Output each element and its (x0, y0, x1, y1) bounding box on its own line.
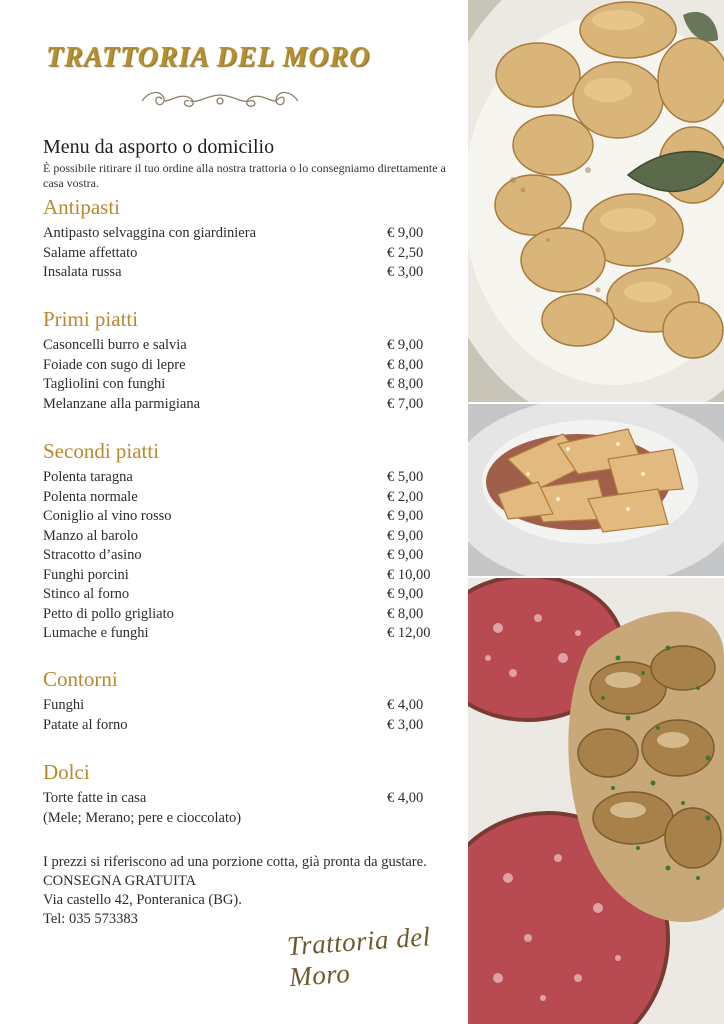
menu-subtitle: Menu da asporto o domicilio (43, 136, 275, 158)
menu-item (43, 606, 463, 626)
item-price: € 9,00 (387, 547, 424, 563)
footer-info (43, 853, 443, 929)
item-price: € 4,00 (387, 697, 424, 713)
menu-item (43, 357, 463, 377)
foiade-photo (468, 404, 724, 576)
item-name: Funghi porcini (43, 566, 129, 583)
menu-item (43, 567, 463, 587)
item-price: € 9,00 (387, 586, 424, 602)
casoncelli-photo (468, 0, 724, 402)
menu-item (43, 245, 463, 265)
price-note: I prezzi si riferiscono ad una porzione cotta, già pronta da gustare. (43, 854, 427, 870)
menu-item (43, 396, 463, 416)
item-name: Foiade con sugo di lepre (43, 356, 186, 373)
item-price: € 8,00 (387, 605, 424, 622)
menu-item (43, 469, 463, 489)
menu-item (43, 264, 463, 284)
item-price: € 8,00 (387, 356, 424, 373)
section-dolci (43, 760, 463, 829)
phone: Tel: 035 573383 (43, 911, 138, 927)
menu-item (43, 225, 463, 245)
photo-column (468, 0, 724, 1024)
item-name: Lumache e funghi (43, 625, 149, 641)
item-name: Polenta normale (43, 488, 138, 505)
item-price: € 2,50 (387, 244, 424, 261)
item-price: € 3,00 (387, 716, 424, 733)
item-price: € 9,00 (387, 225, 424, 241)
menu-item (43, 547, 463, 567)
item-price: € 9,00 (387, 508, 424, 524)
section-contorni (43, 667, 463, 736)
item-name: Funghi (43, 697, 85, 713)
section-title: Secondi piatti (43, 439, 160, 463)
menu-item (43, 625, 463, 645)
item-name: Coniglio al vino rosso (43, 508, 172, 524)
salame-funghi-photo (468, 578, 724, 1024)
menu-item (43, 790, 463, 810)
menu-item (43, 528, 463, 548)
section-antipasti (43, 195, 463, 284)
item-price: € 3,00 (387, 264, 424, 280)
item-price: € 7,00 (387, 395, 424, 412)
item-price: € 10,00 (387, 566, 431, 583)
menu-item (43, 376, 463, 396)
item-name: Manzo al barolo (43, 527, 139, 544)
menu-item (43, 697, 463, 717)
item-price: € 12,00 (387, 625, 431, 641)
item-price: € 2,00 (387, 488, 424, 505)
menu-item (43, 717, 463, 737)
item-price: € 9,00 (387, 337, 424, 353)
item-price: € 8,00 (387, 376, 424, 392)
section-primi-piatti (43, 307, 463, 415)
delivery-label: CONSEGNA GRATUITA (43, 873, 197, 889)
item-name: Stinco al forno (43, 586, 130, 602)
item-name: Patate al forno (43, 716, 128, 733)
ornament-divider-icon (138, 88, 302, 114)
item-name: Melanzane alla parmigiana (43, 395, 201, 412)
restaurant-title: TRATTORIA DEL MORO (46, 42, 371, 73)
signature-logo: Trattoria del Moro (286, 921, 432, 993)
item-name: Torte fatte in casa (43, 790, 147, 806)
item-price: € 9,00 (387, 527, 424, 544)
item-name: Polenta taragna (43, 469, 133, 485)
item-name: Salame affettato (43, 244, 138, 261)
menu-item (43, 489, 463, 509)
item-name: Antipasto selvaggina con giardiniera (43, 225, 257, 241)
section-secondi-piatti (43, 439, 463, 645)
item-name: Casoncelli burro e salvia (43, 337, 187, 353)
item-name: Stracotto d’asino (43, 547, 142, 563)
intro-text: È possibile ritirare il tuo ordine alla nostra trattoria o lo consegniamo direttamente a casa vostra. (43, 161, 446, 190)
address: Via castello 42, Ponteranica (BG). (43, 892, 242, 908)
item-name: Tagliolini con funghi (43, 376, 166, 392)
menu-item (43, 508, 463, 528)
item-name: Petto di pollo grigliato (43, 605, 174, 622)
menu-item (43, 586, 463, 606)
section-title: Primi piatti (43, 307, 139, 331)
section-title: Antipasti (43, 195, 120, 219)
section-title: Dolci (43, 760, 90, 784)
item-price: € 5,00 (387, 469, 424, 485)
menu-item (43, 810, 463, 830)
item-name: Insalata russa (43, 264, 122, 280)
menu-item (43, 337, 463, 357)
item-name: (Mele; Merano; pere e cioccolato) (43, 809, 242, 826)
section-title: Contorni (43, 667, 118, 691)
item-price: € 4,00 (387, 790, 424, 806)
